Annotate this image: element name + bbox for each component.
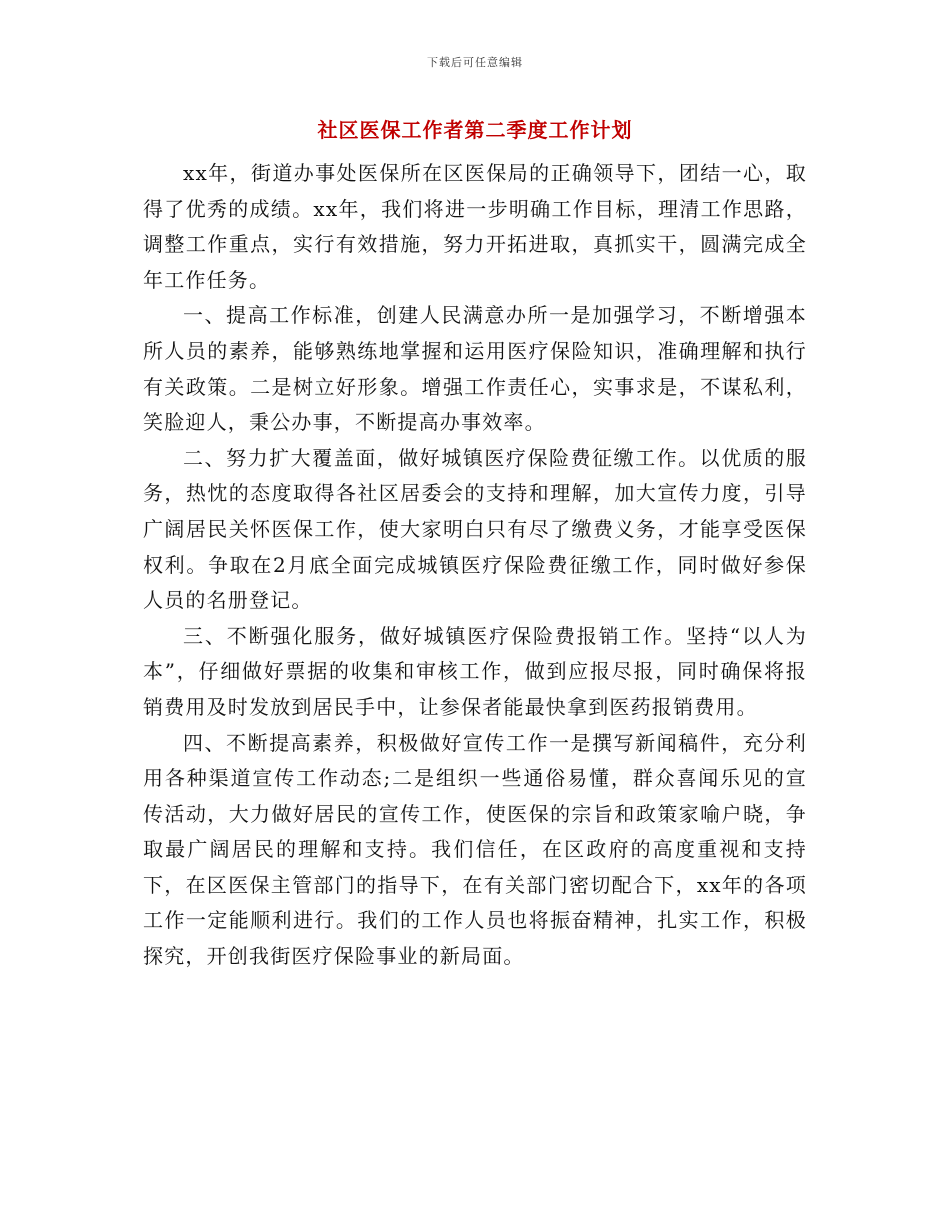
header-note: 下载后可任意编辑 <box>427 56 523 69</box>
paragraph-3: 三、不断强化服务，做好城镇医疗保险费报销工作。坚持“以人为本”，仔细做好票据的收集和审核工作，做到应报尽报，同时确保将报销费用及时发放到居民手中，让参保者能最快拿到医药报销费用。 <box>143 623 807 719</box>
paragraph-intro: xx年，街道办事处医保所在区医保局的正确领导下，团结一心，取得了优秀的成绩。xx年，我们将进一步明确工作目标，理清工作思路，调整工作重点，实行有效措施，努力开拓进取，真抓实干，圆满完成全年工作任务。 <box>143 161 807 292</box>
paragraph-4: 四、不断提高素养，积极做好宣传工作一是撰写新闻稿件，充分利用各种渠道宣传工作动态;二是组织一些通俗易懂，群众喜闻乐见的宣传活动，大力做好居民的宣传工作，使医保的宗旨和政策家喻户晓，争取最广阔居民的理解和支持。我们信任，在区政府的高度重视和支持下，在区医保主管部门的指导下，在有关部门密切配合下，xx年的各项工作一定能顺利进行。我们的工作人员也将振奋精神，扎实工作，积极探究，开创我街医疗保险事业的新局面。 <box>143 730 807 969</box>
paragraph-1: 一、提高工作标准，创建人民满意办所一是加强学习，不断增强本所人员的素养，能够熟练地掌握和运用医疗保险知识，准确理解和执行有关政策。二是树立好形象。增强工作责任心，实事求是，不谋私利，笑脸迎人，秉公办事，不断提高办事效率。 <box>143 303 807 435</box>
paragraph-2: 二、努力扩大覆盖面，做好城镇医疗保险费征缴工作。以优质的服务，热忱的态度取得各社区居委会的支持和理解，加大宣传力度，引导广阔居民关怀医保工作，使大家明白只有尽了缴费义务，才能享受医保权利。争取在2月底全面完成城镇医疗保险费征缴工作，同时做好参保人员的名册登记。 <box>143 445 807 613</box>
document-body <box>143 156 807 975</box>
document-title: 社区医保工作者第二季度工作计划 <box>317 118 633 142</box>
